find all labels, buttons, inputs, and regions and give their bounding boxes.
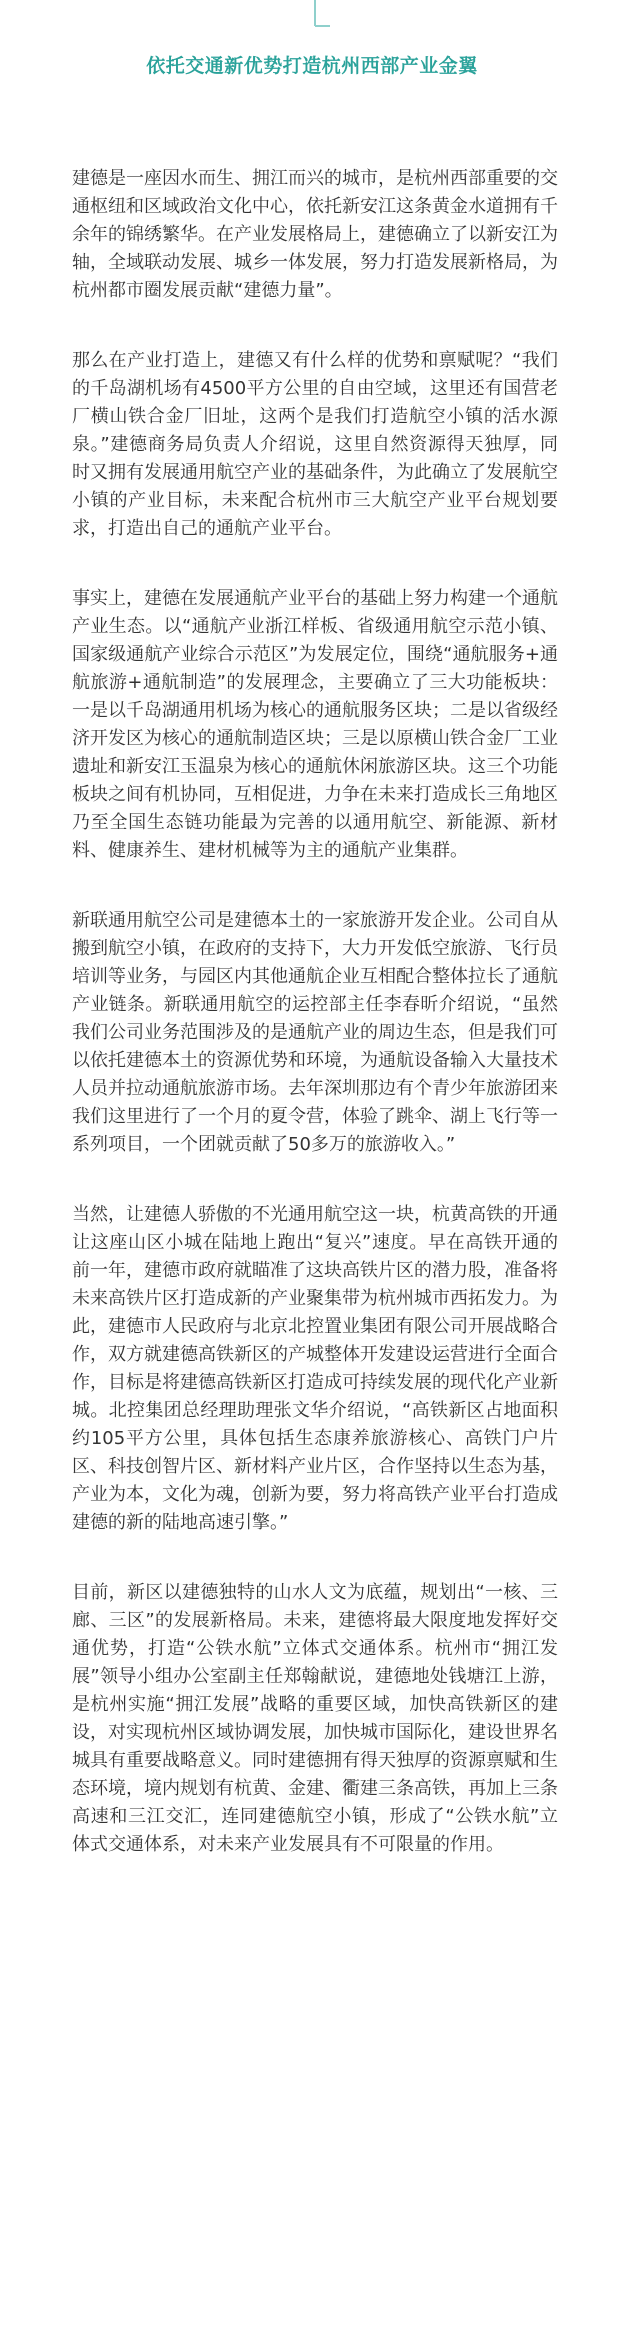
paragraph-3: 事实上，建德在发展通航产业平台的基础上努力构建一个通航产业生态。以“通航产业浙江样板、省级通用航空示范小镇、国家级通航产业综合示范区”为发展定位，围绕“通航服务+通航旅游+通航制造”的发展理念，主要确立了三大功能板块：一是以千岛湖通用机场为核心的通航服务区块；二是以省级经济开发区为核心的通航制造区块；三是以原横山铁合金厂工业遗址和新安江玉温泉为核心的通航休闲旅游区块。这三个功能板块之间有机协同，互相促进，力争在未来打造成长三角地区乃至全国生态链功能最为完善的以通用航空、新能源、新材料、健康养生、建材机械等为主的通航产业集群。 — [72, 588, 558, 861]
paragraph-6: 目前，新区以建德独特的山水人文为底蕴，规划出“一核、三廊、三区”的发展新格局。未来，建德将最大限度地发挥好交通优势，打造“公铁水航”立体式交通体系。杭州市“拥江发展”领导小组办公室副主任郑翰献说，建德地处钱塘江上游，是杭州实施“拥江发展”战略的重要区域，加快高铁新区的建设，对实现杭州区域协调发展，加快城市国际化，建设世界名城具有重要战略意义。同时建德拥有得天独厚的资源禀赋和生态环境，境内规划有杭黄、金建、衢建三条高铁，再加上三条高速和三江交汇，连同建德航空小镇，形成了“公铁水航”立体式交通体系，对未来产业发展具有不可限量的作用。 — [72, 1582, 558, 1855]
corner-ornament — [300, 0, 330, 30]
paragraph-2: 那么在产业打造上，建德又有什么样的优势和禀赋呢？“我们的千岛湖机场有4500平方公里的自由空域，这里还有国营老厂横山铁合金厂旧址，这两个是我们打造航空小镇的活水源泉。”建德商务局负责人介绍说，这里自然资源得天独厚，同时又拥有发展通用航空产业的基础条件，为此确立了发展航空小镇的产业目标，未来配合杭州市三大航空产业平台规划要求，打造出自己的通航产业平台。 — [72, 350, 558, 539]
article-title: 依托交通新优势打造杭州西部产业金翼 — [146, 55, 478, 77]
ornament-horizontal-line — [315, 25, 330, 27]
paragraph-1: 建德是一座因水而生、拥江而兴的城市，是杭州西部重要的交通枢纽和区域政治文化中心，依托新安江这条黄金水道拥有千余年的锦绣繁华。在产业发展格局上，建德确立了以新安江为轴，全域联动发展、城乡一体发展，努力打造发展新格局，为杭州都市圈发展贡献“建德力量”。 — [72, 168, 558, 301]
paragraph-4: 新联通用航空公司是建德本土的一家旅游开发企业。公司自从搬到航空小镇，在政府的支持下，大力开发低空旅游、飞行员培训等业务，与园区内其他通航企业互相配合整体拉长了通航产业链条。新联通用航空的运控部主任李春昕介绍说，“虽然我们公司业务范围涉及的是通航产业的周边生态，但是我们可以依托建德本土的资源优势和环境，为通航设备输入大量技术人员并拉动通航旅游市场。去年深圳那边有个青少年旅游团来我们这里进行了一个月的夏令营，体验了跳伞、湖上飞行等一系列项目，一个团就贡献了50多万的旅游收入。” — [72, 910, 558, 1155]
ornament-vertical-line — [314, 0, 316, 26]
paragraph-5: 当然，让建德人骄傲的不光通用航空这一块，杭黄高铁的开通让这座山区小城在陆地上跑出“复兴”速度。早在高铁开通的前一年，建德市政府就瞄准了这块高铁片区的潜力股，准备将未来高铁片区打造成新的产业聚集带为杭州城市西拓发力。为此，建德市人民政府与北京北控置业集团有限公司开展战略合作，双方就建德高铁新区的产城整体开发建设运营进行全面合作，目标是将建德高铁新区打造成可持续发展的现代化产业新城。北控集团总经理助理张文华介绍说，“高铁新区占地面积约105平方公里，具体包括生态康养旅游核心、高铁门户片区、科技创智片区、新材料产业片区，合作坚持以生态为基，产业为本，文化为魂，创新为要，努力将高铁产业平台打造成建德的新的陆地高速引擎。” — [72, 1204, 558, 1533]
article-body — [72, 165, 558, 1901]
